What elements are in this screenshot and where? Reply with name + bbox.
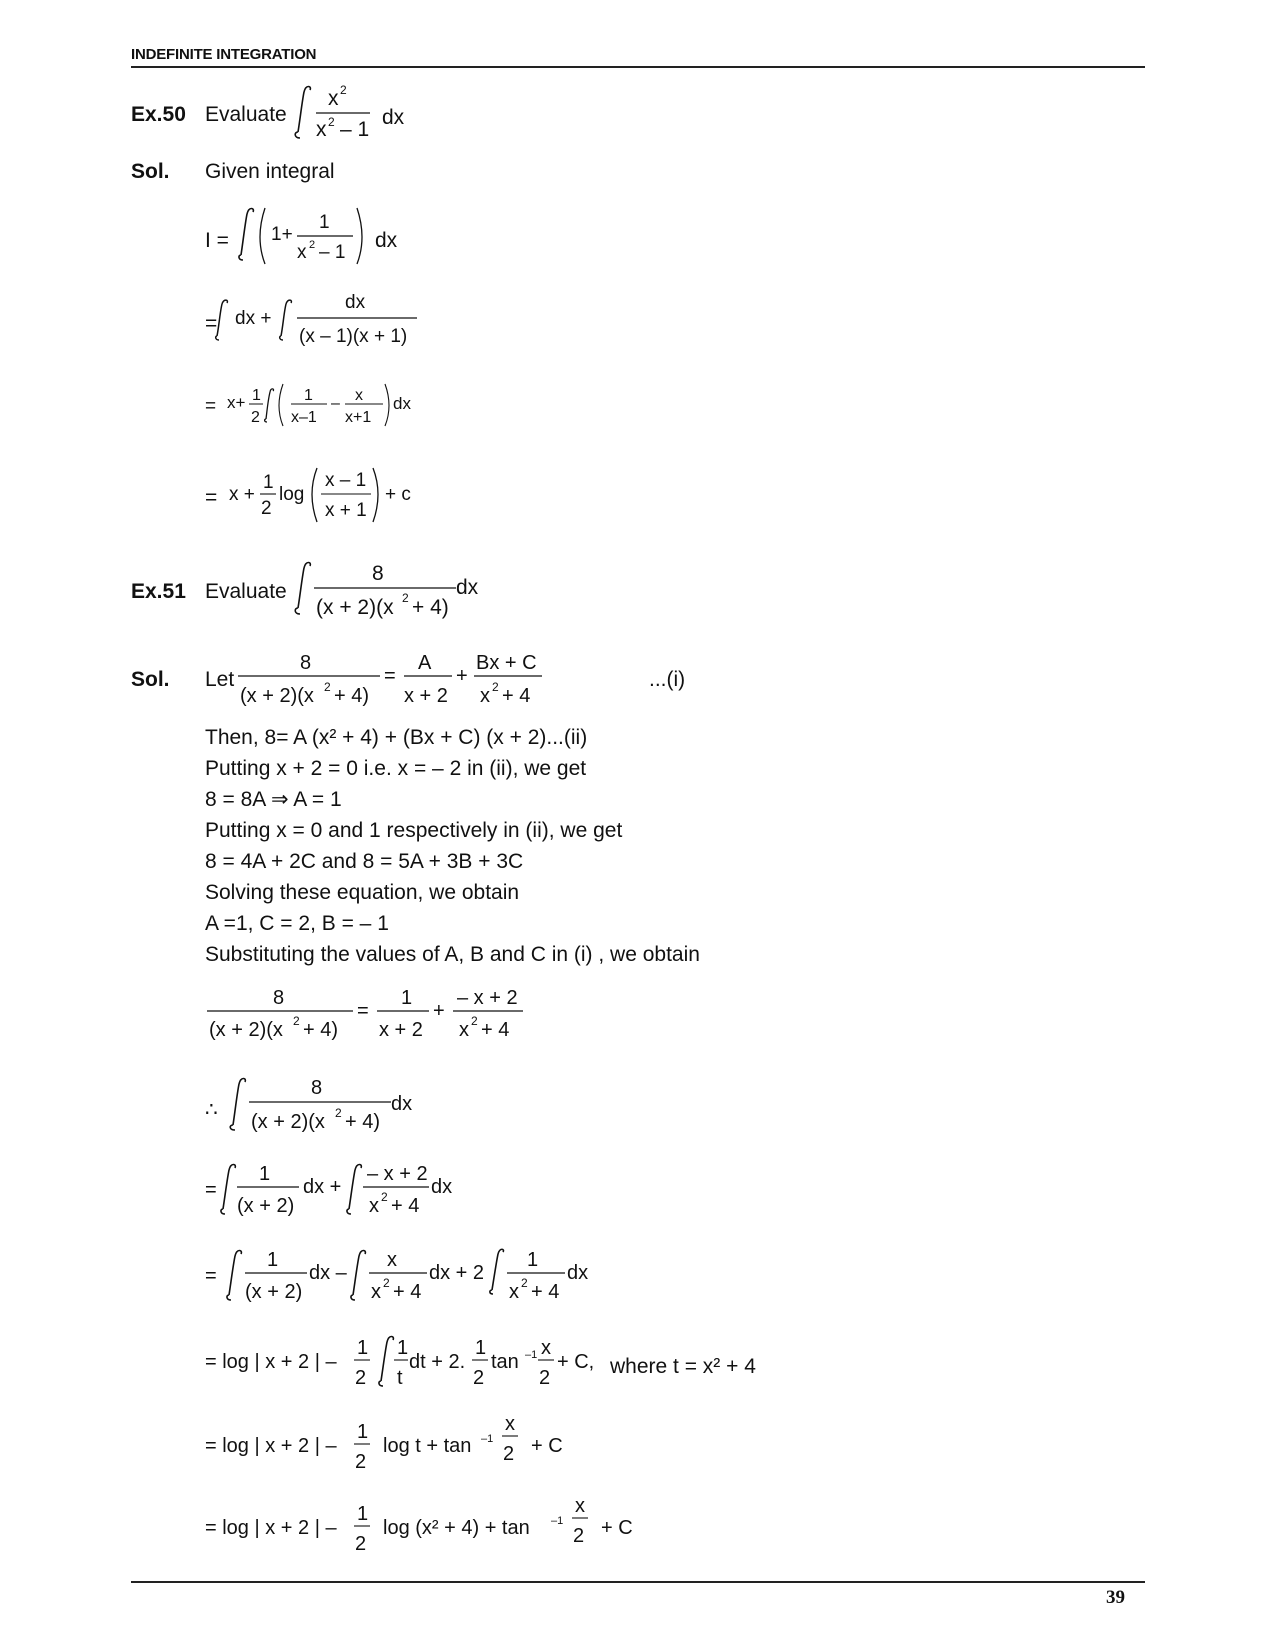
ex51-solution-lines: [205, 722, 700, 970]
ex50-sol-intro: Given integral: [205, 160, 335, 183]
svg-text:1: 1: [263, 472, 274, 493]
svg-text:= log | x + 2 | –: = log | x + 2 | –: [205, 1517, 337, 1539]
svg-text:(x + 2)(x: (x + 2)(x: [209, 1019, 283, 1041]
solution-line: Putting x + 2 = 0 i.e. x = – 2 in (ii), we get: [205, 757, 587, 780]
ex50-prompt: Evaluate: [205, 103, 287, 126]
svg-text:1: 1: [397, 1337, 409, 1359]
ex51-where-note: where t = x² + 4: [610, 1355, 756, 1378]
header-rule: [131, 66, 1145, 68]
svg-text:x + 1: x + 1: [325, 500, 367, 521]
svg-text:=: =: [205, 486, 218, 509]
svg-text:+ 4: + 4: [391, 1195, 420, 1217]
svg-text:dx: dx: [431, 1176, 453, 1198]
svg-text:+ 4: + 4: [502, 685, 531, 707]
svg-text:+ 4: + 4: [531, 1281, 560, 1303]
svg-text:1: 1: [475, 1337, 487, 1359]
svg-text:2: 2: [328, 115, 335, 129]
svg-text:x: x: [459, 1019, 469, 1041]
ex51-prompt: Evaluate: [205, 580, 287, 603]
solution-line: 8 = 4A + 2C and 8 = 5A + 3B + 3C: [205, 850, 524, 873]
svg-text:x: x: [297, 242, 307, 263]
svg-text:(x + 2)(x: (x + 2)(x: [316, 596, 394, 619]
svg-text:+ C: + C: [601, 1517, 633, 1539]
ex50-step-3: [205, 378, 435, 438]
svg-text:=: =: [357, 1000, 369, 1022]
svg-text:2: 2: [309, 239, 316, 251]
svg-text:1: 1: [401, 987, 413, 1009]
svg-text:t: t: [397, 1367, 403, 1389]
ex51-let-word: Let: [205, 668, 235, 691]
svg-text:dx: dx: [382, 106, 405, 129]
svg-text:x +: x +: [229, 484, 255, 505]
svg-text:(x – 1)(x + 1): (x – 1)(x + 1): [299, 326, 408, 347]
svg-text:∴: ∴: [205, 1099, 218, 1121]
svg-text:=: =: [205, 1179, 217, 1201]
ex51-eq-tag-i: ...(i): [649, 668, 686, 691]
svg-text:2: 2: [383, 1276, 390, 1290]
svg-text:=: =: [205, 396, 217, 417]
svg-text:(x + 2): (x + 2): [237, 1195, 295, 1217]
svg-text:dx: dx: [567, 1262, 589, 1284]
svg-text:2: 2: [473, 1367, 485, 1389]
page-number: 39: [1106, 1587, 1125, 1608]
svg-text:1: 1: [252, 387, 261, 404]
svg-text:(x + 2)(x: (x + 2)(x: [251, 1111, 325, 1133]
svg-text:x+: x+: [227, 393, 246, 412]
svg-text:+ 4): + 4): [345, 1111, 381, 1133]
svg-text:x: x: [387, 1249, 397, 1271]
svg-text:8: 8: [273, 987, 285, 1009]
svg-text:tan: tan: [491, 1351, 519, 1373]
svg-text:dx +: dx +: [235, 308, 272, 329]
solution-line: Solving these equation, we obtain: [205, 881, 520, 904]
ex50-label: Ex.50: [131, 103, 186, 126]
svg-text:2: 2: [381, 1190, 388, 1204]
solution-line: Putting x = 0 and 1 respectively in (ii), we get: [205, 819, 623, 842]
svg-text:2: 2: [261, 498, 272, 519]
svg-text:+ 4): + 4): [303, 1019, 339, 1041]
solution-line: Substituting the values of A, B and C in (i) , we obtain: [205, 943, 700, 966]
ex51-three-integrals: [205, 1242, 625, 1312]
svg-text:2: 2: [355, 1451, 367, 1473]
svg-text:(x + 2)(x: (x + 2)(x: [240, 685, 314, 707]
svg-text:+ 4: + 4: [481, 1019, 510, 1041]
svg-text:+ C: + C: [531, 1435, 563, 1457]
svg-text:1+: 1+: [271, 224, 293, 245]
svg-text:–: –: [331, 395, 340, 412]
svg-text:dx: dx: [393, 394, 411, 413]
solution-line: A =1, C = 2, B = – 1: [205, 912, 389, 935]
svg-text:= log | x + 2 | –: = log | x + 2 | –: [205, 1435, 337, 1457]
ex51-substitution-step: [205, 1328, 605, 1398]
svg-text:x: x: [509, 1281, 519, 1303]
svg-text:2: 2: [492, 680, 499, 694]
svg-text:x: x: [369, 1195, 379, 1217]
svg-text:1: 1: [357, 1421, 369, 1443]
svg-text:=: =: [205, 1265, 217, 1287]
solution-line: Then, 8= A (x² + 4) + (Bx + C) (x + 2)...(ii): [205, 726, 588, 749]
svg-text:2: 2: [355, 1533, 367, 1555]
svg-text:Bx + C: Bx + C: [476, 652, 537, 674]
svg-text:+ C,: + C,: [557, 1351, 595, 1373]
svg-text:1: 1: [527, 1249, 539, 1271]
svg-text:log (x² + 4) + tan: log (x² + 4) + tan: [383, 1517, 530, 1539]
ex51-substituted-fractions: [205, 980, 535, 1050]
ex50-integral-expression: [290, 80, 420, 150]
ex51-therefore-integral: [205, 1068, 445, 1140]
svg-text:dx: dx: [345, 292, 366, 313]
svg-text:x+1: x+1: [345, 409, 372, 426]
svg-text:+: +: [433, 1000, 445, 1022]
svg-text:x: x: [480, 685, 490, 707]
solution-line: 8 = 8A ⇒ A = 1: [205, 788, 342, 811]
ex51-final-result: [205, 1492, 645, 1564]
svg-text:1: 1: [357, 1503, 369, 1525]
footer-rule: [131, 1581, 1145, 1583]
svg-text:dx + 2: dx + 2: [429, 1262, 485, 1284]
svg-text:x + 2: x + 2: [379, 1019, 423, 1041]
svg-text:1: 1: [357, 1337, 369, 1359]
svg-text:–1: –1: [551, 1515, 564, 1527]
svg-text:dx +: dx +: [303, 1176, 342, 1198]
ex51-result-step-1: [205, 1410, 605, 1482]
svg-text:dx –: dx –: [309, 1262, 347, 1284]
ex51-integral-expression: [290, 556, 500, 626]
svg-text:=: =: [205, 312, 218, 335]
svg-text:1: 1: [319, 212, 330, 233]
svg-text:dx: dx: [456, 576, 479, 599]
svg-text:log t + tan: log t + tan: [383, 1435, 472, 1457]
svg-text:+ 4): + 4): [412, 596, 449, 619]
svg-text:x: x: [316, 118, 327, 141]
svg-text:1: 1: [259, 1163, 271, 1185]
svg-text:x: x: [505, 1413, 515, 1435]
running-header: INDEFINITE INTEGRATION: [131, 46, 317, 63]
svg-text:x + 2: x + 2: [404, 685, 448, 707]
svg-text:2: 2: [251, 409, 260, 426]
ex50-step-2: [205, 290, 435, 360]
svg-text:dt + 2.: dt + 2.: [409, 1351, 466, 1373]
svg-text:2: 2: [573, 1525, 585, 1547]
ex51-split-integrals: [205, 1156, 485, 1226]
svg-text:2: 2: [503, 1443, 515, 1465]
svg-text:+ c: + c: [385, 484, 411, 505]
svg-text:– x + 2: – x + 2: [457, 987, 518, 1009]
svg-text:x–1: x–1: [291, 409, 317, 426]
svg-text:x: x: [371, 1281, 381, 1303]
svg-text:(x + 2): (x + 2): [245, 1281, 303, 1303]
svg-text:2: 2: [335, 1106, 342, 1120]
svg-text:dx: dx: [391, 1093, 413, 1115]
svg-text:+ 4): + 4): [334, 685, 370, 707]
svg-text:x: x: [575, 1495, 585, 1517]
svg-text:x: x: [328, 87, 339, 110]
svg-text:8: 8: [372, 562, 384, 585]
svg-text:2: 2: [293, 1014, 300, 1028]
svg-text:2: 2: [402, 591, 409, 605]
ex51-partial-fraction-setup: [238, 644, 558, 714]
ex50-step-4: [205, 462, 435, 532]
svg-text:= log | x + 2 | –: = log | x + 2 | –: [205, 1351, 337, 1373]
svg-text:8: 8: [311, 1077, 323, 1099]
svg-text:+ 4: + 4: [393, 1281, 422, 1303]
svg-text:x: x: [355, 387, 363, 404]
svg-text:A: A: [418, 652, 432, 674]
svg-text:– x + 2: – x + 2: [367, 1163, 428, 1185]
ex51-sol-label: Sol.: [131, 668, 170, 691]
svg-text:+: +: [456, 665, 468, 687]
svg-text:dx: dx: [375, 229, 398, 252]
svg-text:2: 2: [324, 680, 331, 694]
svg-text:–1: –1: [525, 1349, 538, 1361]
svg-text:2: 2: [521, 1276, 528, 1290]
svg-text:– 1: – 1: [319, 242, 346, 263]
svg-text:x – 1: x – 1: [325, 470, 367, 491]
svg-text:2: 2: [340, 83, 347, 97]
svg-text:2: 2: [539, 1367, 551, 1389]
ex51-label: Ex.51: [131, 580, 186, 603]
svg-text:–1: –1: [481, 1433, 494, 1445]
ex50-sol-label: Sol.: [131, 160, 170, 183]
svg-text:2: 2: [355, 1367, 367, 1389]
svg-text:1: 1: [267, 1249, 279, 1271]
svg-text:8: 8: [300, 652, 312, 674]
svg-text:=: =: [384, 665, 396, 687]
svg-text:I =: I =: [205, 229, 229, 252]
svg-text:1: 1: [304, 387, 313, 404]
svg-text:x: x: [541, 1337, 551, 1359]
svg-text:2: 2: [471, 1014, 478, 1028]
svg-text:– 1: – 1: [340, 118, 370, 141]
svg-text:log: log: [279, 484, 305, 505]
ex50-step-1: [205, 200, 425, 270]
